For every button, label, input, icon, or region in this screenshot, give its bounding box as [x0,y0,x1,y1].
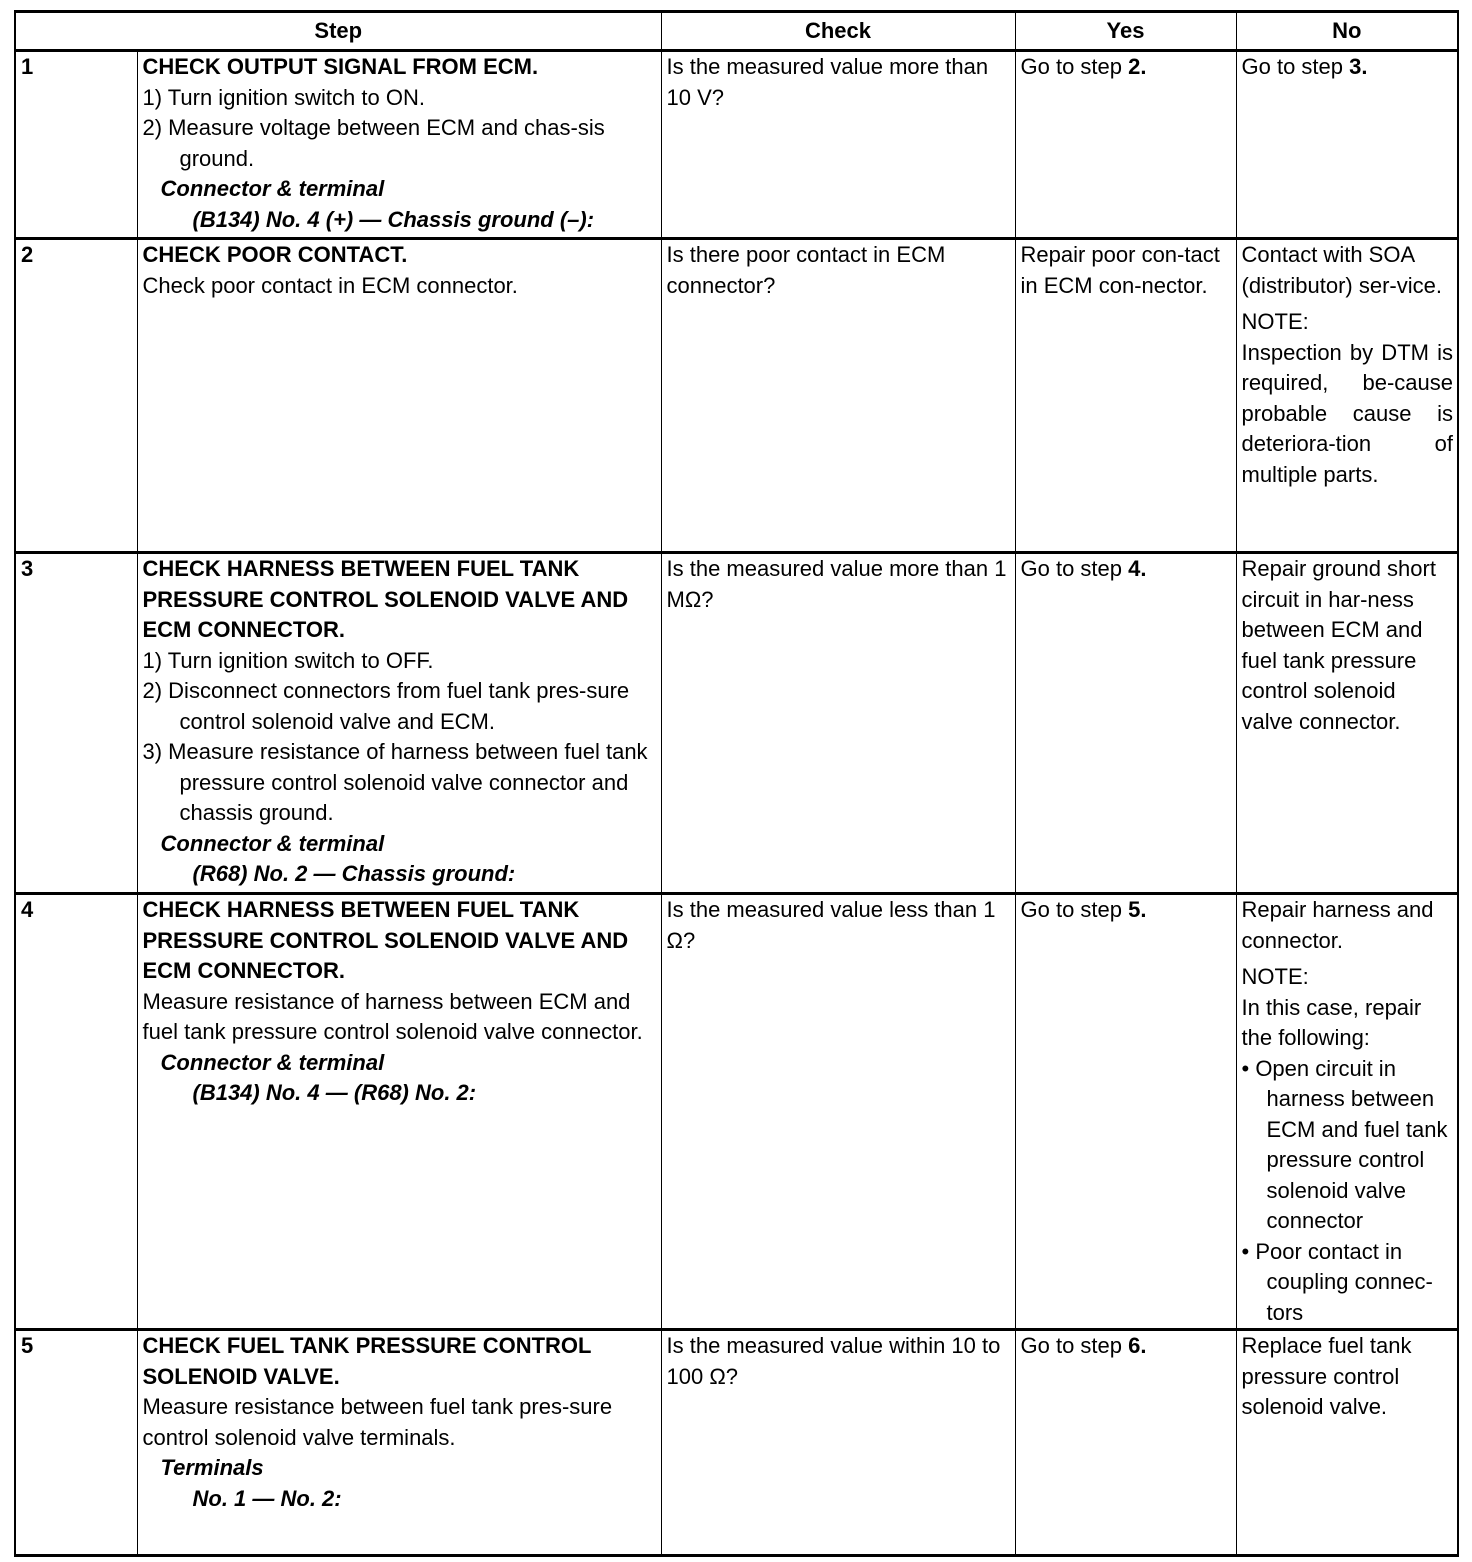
connector-label: Terminals [160,1455,264,1480]
yes-cell [1015,1330,1236,1556]
check-cell: Is the measured value more than 1 MΩ? [661,553,1015,894]
step-description: Measure resistance of harness between ECM and fuel tank pressure control solenoid valve connector. [142,988,643,1044]
no-text: Contact with SOA (distributor) ser-vice. [1241,242,1442,298]
yes-step-link: 5. [1128,897,1147,922]
step-title: CHECK HARNESS BETWEEN FUEL TANK PRESSURE CONTROL SOLENOID VALVE AND ECM CONNECTOR. [142,897,629,983]
no-header: No [1236,12,1458,51]
step-title: CHECK FUEL TANK PRESSURE CONTROL SOLENOID VALVE. [142,1333,592,1389]
table-row [15,553,1458,894]
no-cell: Repair ground short circuit in har-ness between ECM and fuel tank pressure control solenoid valve connector. [1236,553,1458,894]
step-cell [137,894,661,1330]
step-cell [137,239,661,553]
note-text: Inspection by DTM is required, be-cause probable cause is deteriora-tion of multiple parts. [1241,339,1453,487]
yes-text: Go to step [1020,897,1129,922]
header-row [15,12,1458,51]
yes-text: Go to step [1020,54,1129,79]
step-number: 2 [15,239,137,553]
step-item: 3) Measure resistance of harness between fuel tank pressure control solenoid valve connector and chassis ground. [142,739,648,825]
connector-label: Connector & terminal [160,830,385,856]
check-header: Check [661,12,1015,51]
step-description: Check poor contact in ECM connector. [142,272,518,298]
step-cell [137,51,661,239]
connector-value: (B134) No. 4 (+) — Chassis ground (–): [192,206,595,232]
table-row [15,239,1458,553]
check-cell: Is there poor contact in ECM connector? [661,239,1015,553]
step-item: 1) Turn ignition switch to ON. [142,84,425,110]
yes-cell [1015,51,1236,239]
step-title: CHECK OUTPUT SIGNAL FROM ECM. [142,54,539,79]
step-number: 4 [15,894,137,1330]
yes-cell [1015,553,1236,894]
yes-header: Yes [1015,12,1236,51]
no-text: Go to step [1241,54,1350,79]
no-cell [1236,51,1458,239]
no-cell: Replace fuel tank pressure control solenoid valve. [1236,1330,1458,1556]
connector-value: (R68) No. 2 — Chassis ground: [192,861,516,886]
check-cell: Is the measured value more than 10 V? [661,51,1015,239]
note-label: NOTE: [1241,309,1309,334]
step-description: Measure resistance between fuel tank pres-sure control solenoid valve terminals. [142,1394,613,1450]
connector-value: No. 1 — No. 2: [192,1485,342,1511]
yes-cell: Repair poor con-tact in ECM con-nector. [1015,239,1236,553]
note-bullet: • Poor contact in coupling connec-tors [1241,1238,1433,1325]
check-cell: Is the measured value within 10 to 100 Ω? [661,1330,1015,1556]
step-item: 2) Measure voltage between ECM and chas-sis ground. [142,115,605,171]
table-row [15,894,1458,1330]
note-label: NOTE: [1241,964,1309,989]
note-bullet: • Open circuit in harness between ECM and fuel tank pressure control solenoid valve connector [1241,1055,1448,1233]
check-cell: Is the measured value less than 1 Ω? [661,894,1015,1330]
connector-value: (B134) No. 4 — (R68) No. 2: [192,1080,477,1105]
no-cell [1236,239,1458,553]
no-text: Repair harness and connector. [1241,897,1434,953]
step-number: 3 [15,553,137,894]
no-step-link: 3. [1349,54,1368,79]
note-text: In this case, repair the following: [1241,994,1422,1050]
table-row [15,51,1458,239]
step-number: 1 [15,51,137,239]
yes-text: Go to step [1020,556,1129,581]
step-cell [137,1330,661,1556]
no-cell [1236,894,1458,1330]
step-header: Step [15,12,661,51]
step-number: 5 [15,1330,137,1556]
yes-step-link: 4. [1128,556,1147,581]
step-cell [137,553,661,894]
step-item: 1) Turn ignition switch to OFF. [142,647,434,673]
step-item: 2) Disconnect connectors from fuel tank pres-sure control solenoid valve and ECM. [142,678,630,734]
step-title: CHECK POOR CONTACT. [142,242,408,267]
connector-label: Connector & terminal [160,1049,385,1075]
yes-text: Go to step [1020,1333,1129,1358]
connector-label: Connector & terminal [160,176,385,201]
yes-step-link: 2. [1128,54,1147,79]
diagnostic-procedure-table [14,10,1459,1557]
table-row [15,1330,1458,1556]
step-title: CHECK HARNESS BETWEEN FUEL TANK PRESSURE CONTROL SOLENOID VALVE AND ECM CONNECTOR. [142,556,629,642]
yes-cell [1015,894,1236,1330]
yes-step-link: 6. [1128,1333,1147,1358]
